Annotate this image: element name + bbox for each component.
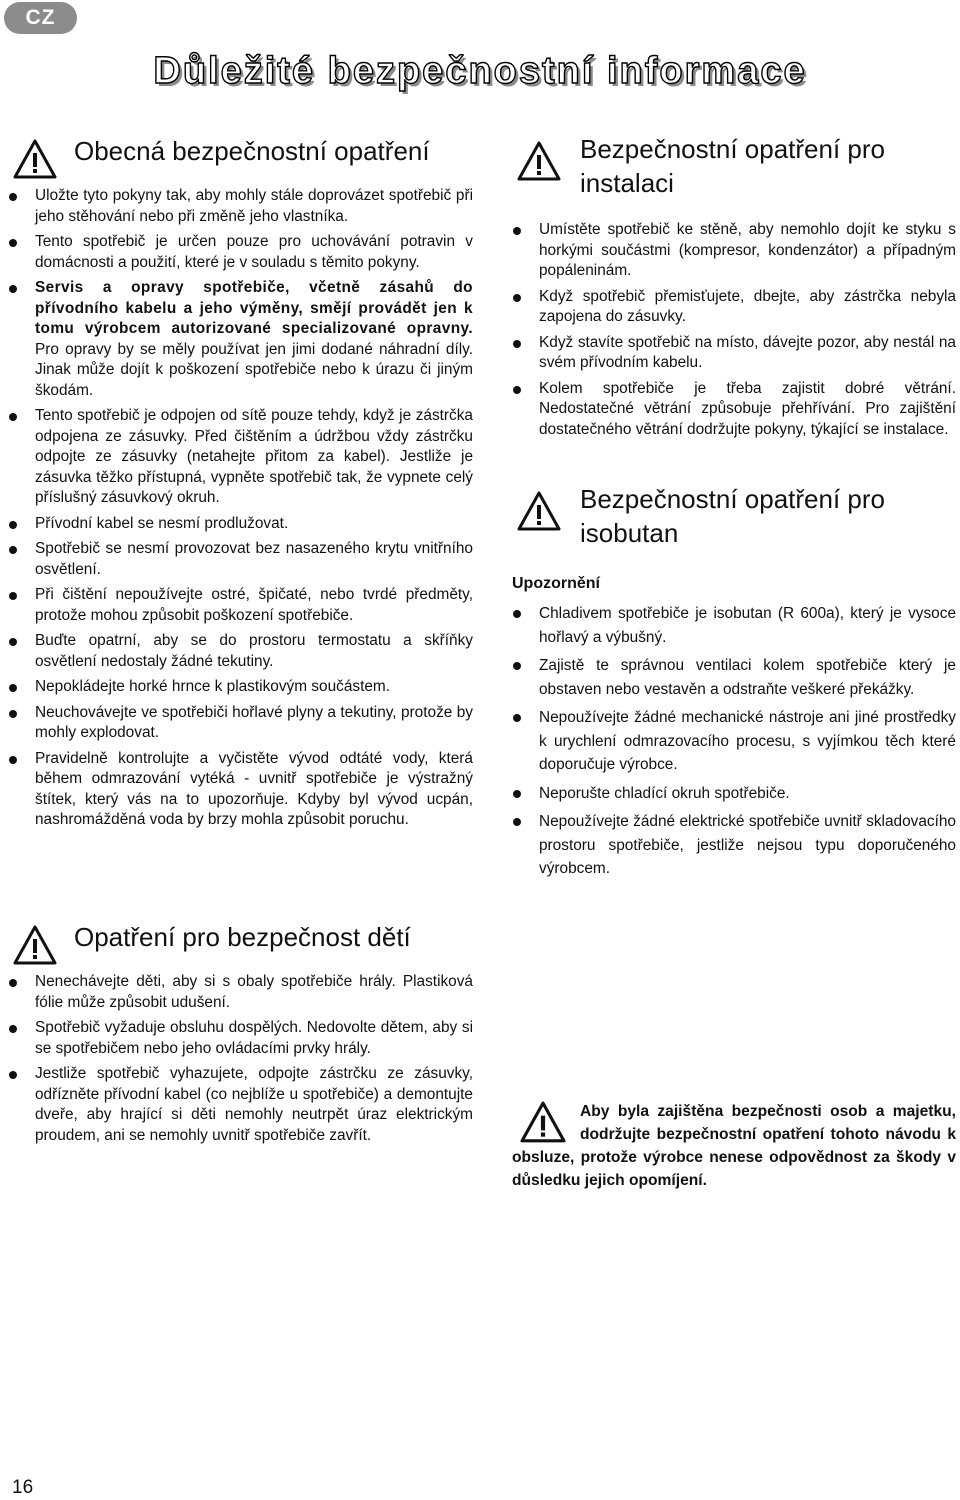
page-number: 16 xyxy=(12,1477,34,1498)
list-item: Neuchovávejte ve spotřebiči hořlavé plyny a tekutiny, protože by mohly explodovat. xyxy=(8,703,473,744)
isobutane-section-title-2: isobutan xyxy=(580,518,679,548)
list-item: Neporušte chladící okruh spotřebiče. xyxy=(512,782,956,806)
list-item: Přívodní kabel se nesmí prodlužovat. xyxy=(8,514,473,535)
list-item: Při čištění nepoužívejte ostré, špičaté, nebo tvrdé předměty, protože mohou způsobit poškození spotřebiče. xyxy=(8,585,473,626)
warning-icon xyxy=(12,138,58,180)
general-section-title: Obecná bezpečnostní opatření xyxy=(74,136,430,166)
isobutane-section-header xyxy=(516,482,885,550)
list-item: Když spotřebič přemisťujete, dbejte, aby zástrčka nebyla zapojena do zásuvky. xyxy=(512,287,956,328)
list-item: Spotřebič vyžaduje obsluhu dospělých. Nedovolte dětem, aby si se spotřebičem nebo jeho ovládacími prvky hrály. xyxy=(8,1018,473,1059)
list-item: Pravidelně kontrolujte a vyčistěte vývod odtáté vody, která během odmrazování vytéká - uvnitř spotřebiče je výstražný štítek, který vás na to upozorňuje. Kdyby byl vývod ucpán, nashromážděná voda by brzy mohla způsobit poruchu. xyxy=(8,749,473,831)
liability-notice xyxy=(512,1100,956,1192)
language-badge: CZ xyxy=(4,2,77,34)
isobutane-section-title: Bezpečnostní opatření pro xyxy=(580,484,885,514)
list-item: Tento spotřebič je odpojen od sítě pouze tehdy, když je zástrčka odpojena ze zásuvky. Před čištěním a údržbou vždy zástrčku odpojte ze zásuvky (netahejte přitom za kabel). Jestliže je zásuvka těžko přístupná, vypněte spotřebič tak, že vypnete celý příslušný zásuvkový okruh. xyxy=(8,406,473,509)
list-item: Když stavíte spotřebič na místo, dávejte pozor, aby nestál na svém přívodním kabelu. xyxy=(512,333,956,374)
page-title: Důležité bezpečnostní informace xyxy=(153,50,807,92)
list-item: Nepokládejte horké hrnce k plastikovým součástem. xyxy=(8,677,473,698)
list-item: Nepoužívejte žádné elektrické spotřebiče uvnitř skladovacího prostoru spotřebiče, jestliže nejsou typu doporučeného výrobcem. xyxy=(512,810,956,881)
notice-text: Aby byla zajištěna bezpečnosti osob a majetku, dodržujte bezpečnostní opatření tohoto návodu k obsluze, protože výrobce nenese odpovědnost za škody v důsledku jejich opomíjení. xyxy=(512,1103,956,1189)
general-list xyxy=(8,186,473,836)
children-list xyxy=(8,972,473,1151)
list-item: Chladivem spotřebiče je isobutan (R 600a), který je vysoce hořlavý a výbušný. xyxy=(512,602,956,649)
warning-icon xyxy=(12,924,58,966)
list-item: Uložte tyto pokyny tak, aby mohly stále doprovázet spotřebič při jeho stěhování nebo při změně jeho vlastníka. xyxy=(8,186,473,227)
installation-section-title: Bezpečnostní opatření pro xyxy=(580,134,885,164)
list-item: Kolem spotřebiče je třeba zajistit dobré větrání. Nedostatečné větrání způsobuje přehřívání. Pro zajištění dostatečného větrání dodržujte pokyny, týkající se instalace. xyxy=(512,379,956,441)
children-section-title: Opatření pro bezpečnost dětí xyxy=(74,922,411,952)
installation-section-header xyxy=(516,132,885,200)
warning-icon xyxy=(516,140,562,182)
warning-icon xyxy=(518,1100,568,1144)
list-item: Buďte opatrní, aby se do prostoru termostatu a skříňky osvětlení nedostaly žádné tekutiny. xyxy=(8,631,473,672)
warning-icon xyxy=(516,490,562,532)
installation-list xyxy=(512,220,956,445)
isobutane-list xyxy=(512,602,956,886)
general-section-header xyxy=(12,134,430,180)
isobutane-subheading: Upozornění xyxy=(512,575,600,592)
list-item: Jestliže spotřebič vyhazujete, odpojte zástrčku ze zásuvky, odřízněte přívodní kabel (co nejblíže u spotřebiče) a demontujte dveře, aby hrající si děti nemohly neutrpět úraz elektrickým proudem, ani se nemohly uvnitř spotřebiče zavřít. xyxy=(8,1064,473,1146)
list-item: Servis a opravy spotřebiče, včetně zásahů do přívodního kabelu a jeho výměny, smějí provádět jen k tomu výrobcem autorizované specializované opravny. Pro opravy by se měly používat jen jimi dodané náhradní díly. Jinak může dojít k poškození spotřebiče nebo k úrazu či jiným škodám. xyxy=(8,278,473,401)
list-item: Umístěte spotřebič ke stěně, aby nemohlo dojít ke styku s horkými součástmi (kompresor, kondenzátor) a případným popáleninám. xyxy=(512,220,956,282)
list-item: Spotřebič se nesmí provozovat bez nasazeného krytu vnitřního osvětlení. xyxy=(8,539,473,580)
list-item: Zajistě te správnou ventilaci kolem spotřebiče který je obstaven nebo vestavěn a odstraňte veškeré překážky. xyxy=(512,654,956,701)
list-item: Nepoužívejte žádné mechanické nástroje ani jiné prostředky k urychlení odmrazovacího procesu, s vyjímkou těch které doporučuje výrobce. xyxy=(512,706,956,777)
list-item: Tento spotřebič je určen pouze pro uchovávání potravin v domácnosti a použití, které je v souladu s těmito pokyny. xyxy=(8,232,473,273)
children-section-header xyxy=(12,920,411,966)
installation-section-title-2: instalaci xyxy=(580,168,674,198)
list-item: Nenechávejte děti, aby si s obaly spotřebiče hrály. Plastiková fólie může způsobit udušení. xyxy=(8,972,473,1013)
